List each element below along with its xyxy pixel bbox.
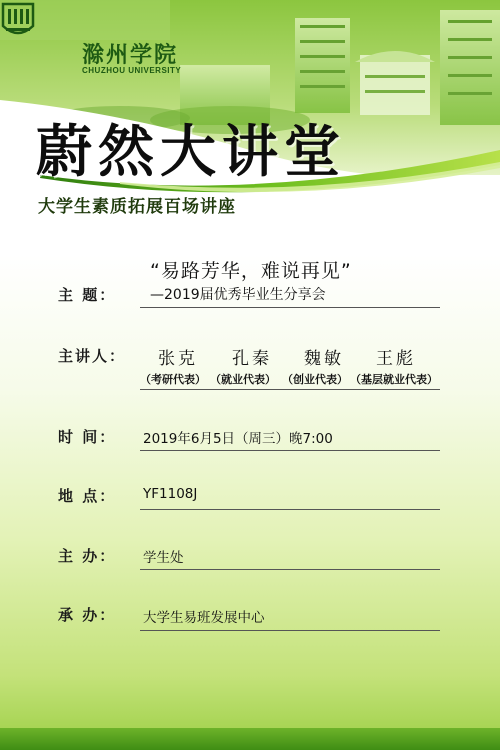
speaker-name: 孔秦 [232, 349, 272, 369]
footer-bar [0, 728, 500, 750]
host-label: 主 办： [58, 547, 117, 565]
speaker-name: 魏敏 [304, 349, 344, 369]
university-logo-icon [0, 0, 36, 42]
lecture-title: “易路芳华，难说再见” [150, 260, 352, 282]
speaker-role: （创业代表） [282, 373, 348, 386]
place-label: 地 点： [58, 487, 117, 505]
speaker-name: 王彪 [376, 349, 416, 369]
place-underline [140, 509, 440, 510]
place-value: YF1108J [143, 486, 198, 502]
organizer-underline [140, 630, 440, 631]
speaker-role: （基层就业代表） [350, 373, 438, 386]
time-value: 2019年6月5日（周三）晚7:00 [143, 431, 333, 447]
series-subtitle: 大学生素质拓展百场讲座 [38, 197, 236, 217]
speakers-label: 主讲人： [58, 347, 127, 365]
host-value: 学生处 [143, 550, 184, 566]
time-underline [140, 450, 440, 451]
lecture-subtitle: —2019届优秀毕业生分享会 [150, 287, 326, 303]
speaker-name: 张克 [158, 349, 198, 369]
speakers-underline [140, 389, 440, 390]
organizer-value: 大学生易班发展中心 [143, 610, 265, 626]
host-underline [140, 569, 440, 570]
university-name-cn: 滁州学院 [82, 42, 179, 68]
speaker-role: （就业代表） [210, 373, 276, 386]
topic-underline [140, 307, 440, 308]
organizer-label: 承 办： [58, 606, 117, 624]
page-title: 蔚然大讲堂 [36, 120, 346, 185]
speaker-role: （考研代表） [140, 373, 206, 386]
time-label: 时 间： [58, 428, 117, 446]
university-name-en: CHUZHOU UNIVERSITY [82, 66, 182, 75]
topic-label: 主 题： [58, 286, 117, 304]
poster-header [0, 0, 500, 200]
